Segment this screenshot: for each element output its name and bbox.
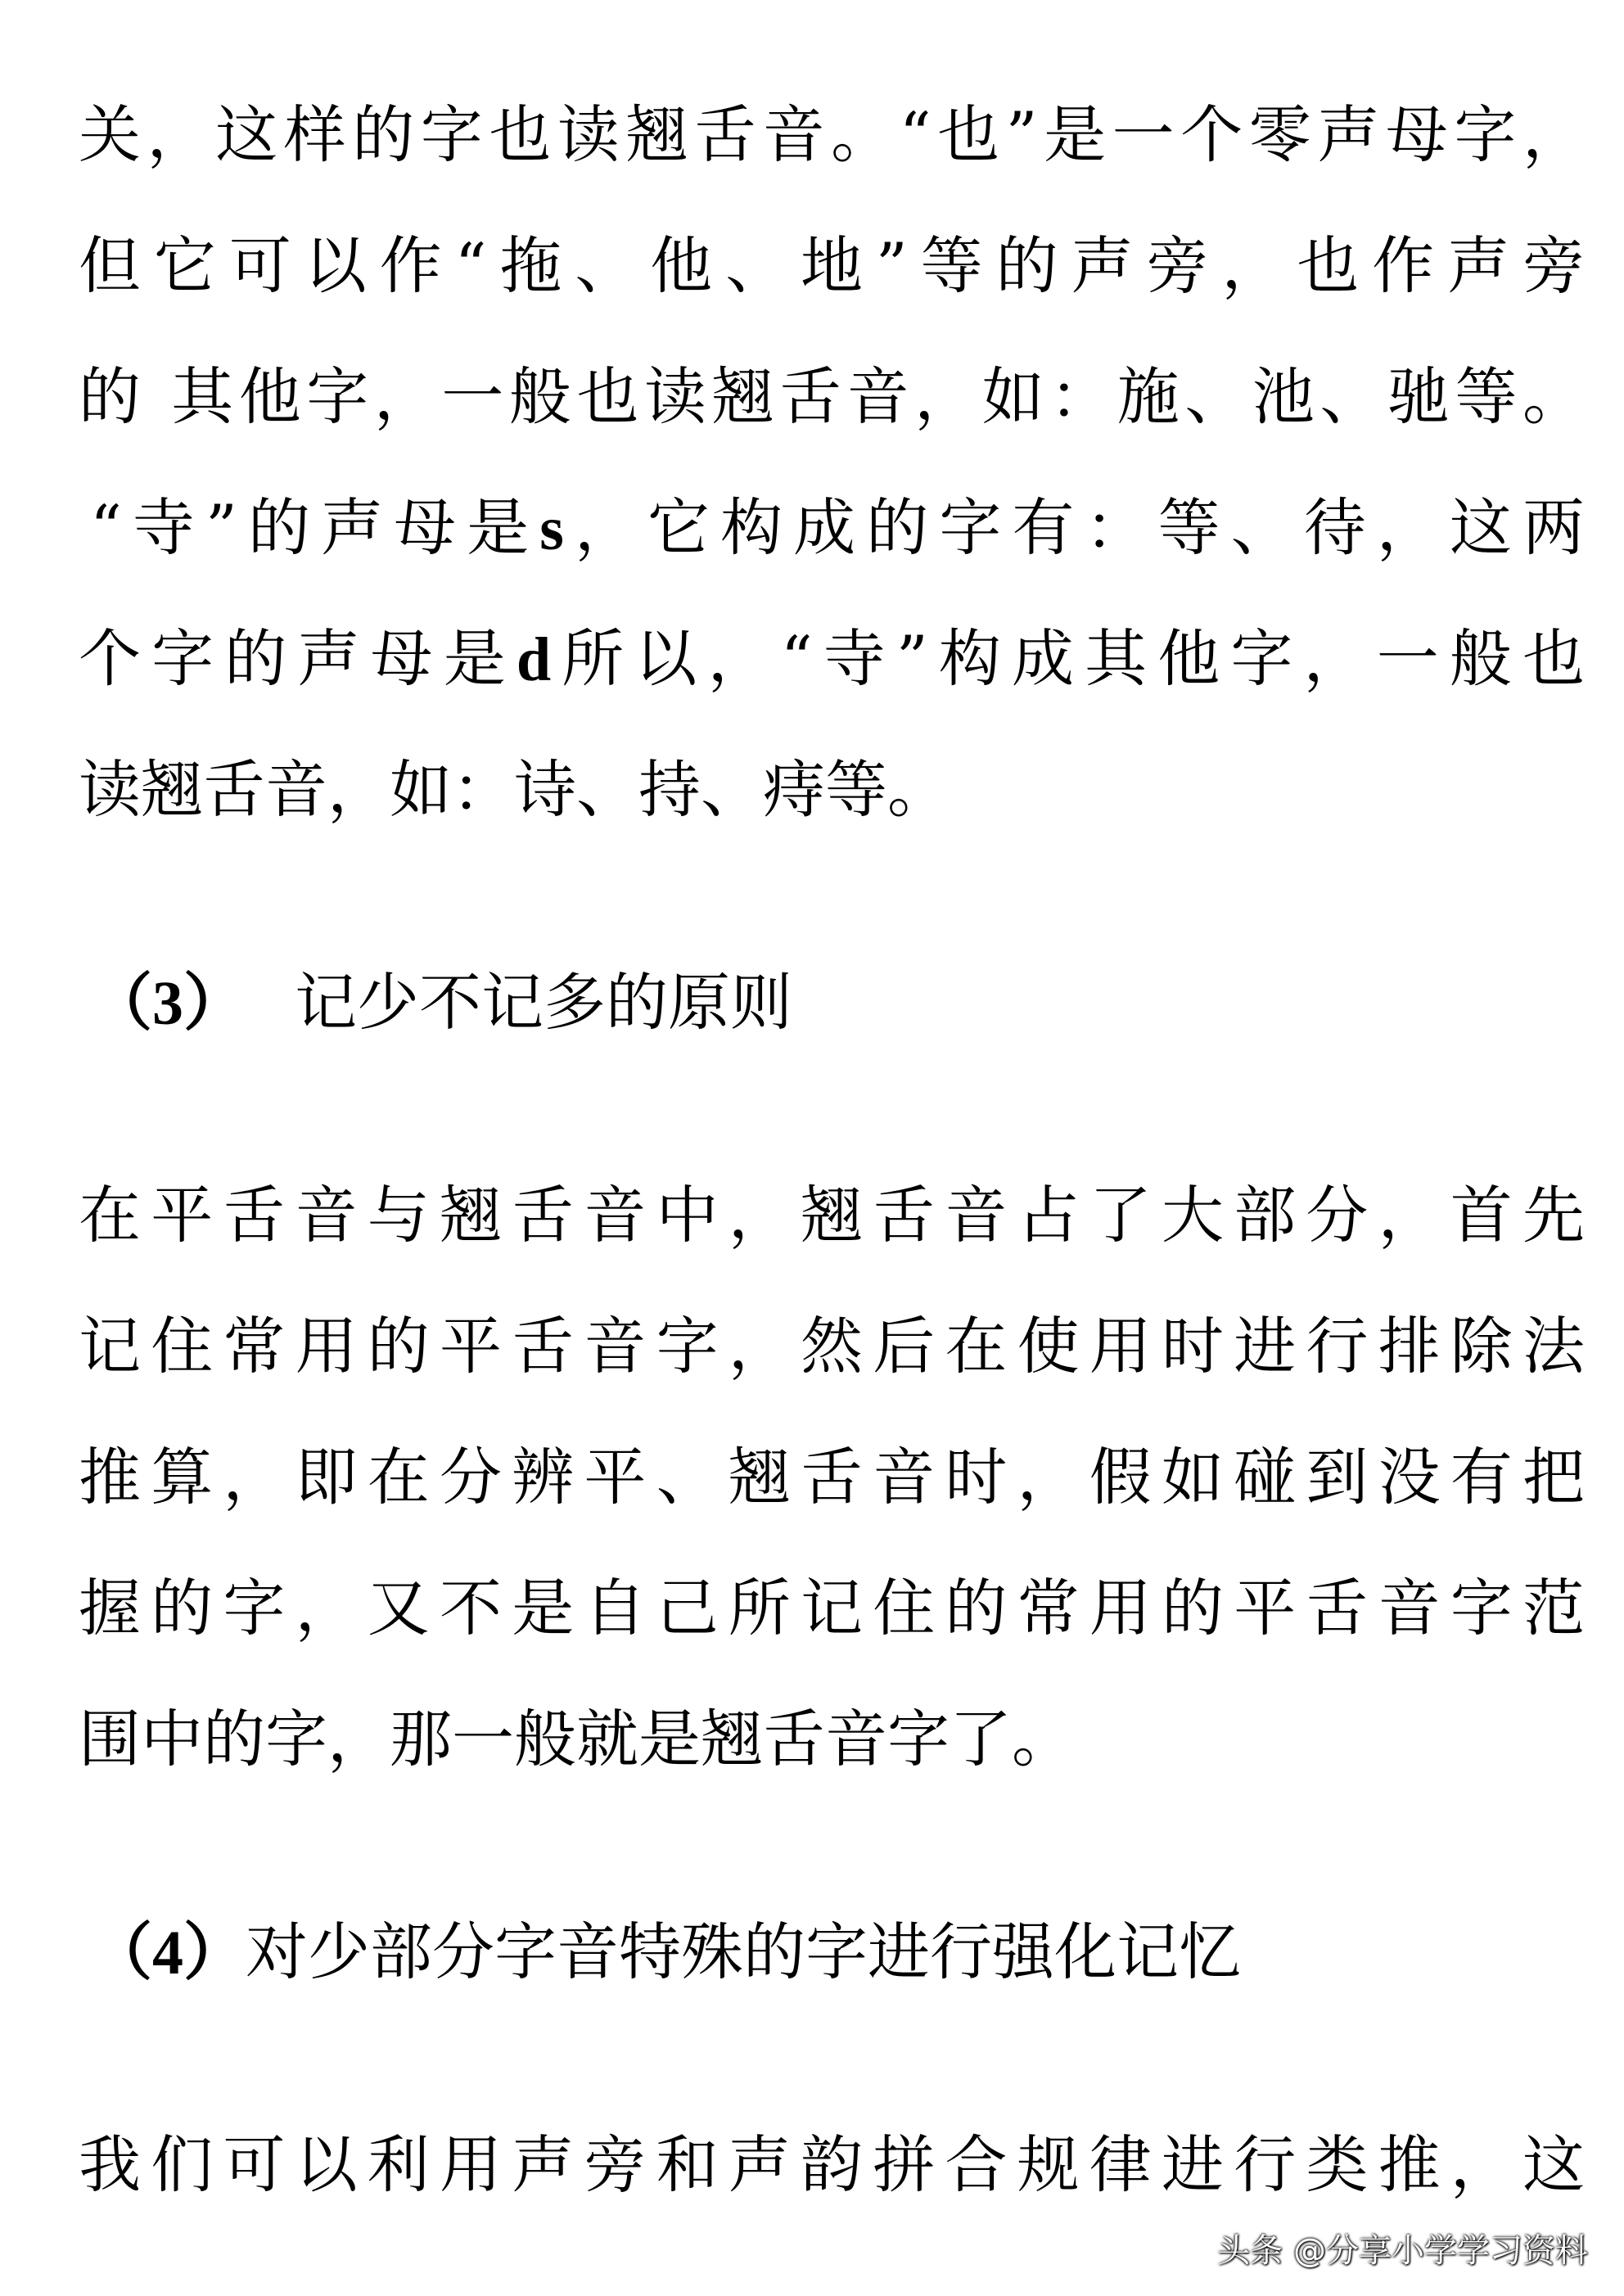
text-run: 所以，“寺”构成其他字，一般也 bbox=[551, 622, 1585, 695]
paragraph-line bbox=[79, 745, 1585, 835]
text-run: 个字的声母是 bbox=[79, 622, 517, 695]
text-run: “寺”的声母是 bbox=[90, 491, 540, 564]
heading-text: 记少不记多的原则 bbox=[295, 966, 792, 1039]
paragraph-line bbox=[90, 483, 1585, 574]
section-heading-4 bbox=[90, 1907, 1241, 1998]
text-run: 握的字，又不是自己所记住的常用的平舌音字范 bbox=[79, 1572, 1585, 1644]
text-run: 的 其他字，一般也读翘舌音，如：施、池、驰等。 bbox=[79, 360, 1585, 433]
text-run: 我们可以利用声旁和声韵拼合规律进行类推，这 bbox=[79, 2128, 1585, 2201]
heading-number: （3） bbox=[90, 969, 246, 1038]
heading-number: （4） bbox=[90, 1919, 246, 1987]
paragraph-line bbox=[79, 1432, 1585, 1522]
text-run: 记住常用的平舌音字，然后在使用时进行排除法 bbox=[79, 1310, 1585, 1383]
section-heading-3 bbox=[90, 958, 792, 1049]
text-run: 读翘舌音，如：诗、持、痔等。 bbox=[79, 753, 950, 826]
paragraph-line bbox=[79, 2120, 1585, 2210]
initial-letter: s bbox=[539, 494, 564, 563]
text-run: 关，这样的字也读翘舌音。“也”是一个零声母字， bbox=[79, 98, 1585, 171]
text-run: 围中的字，那一般就是翘舌音字了。 bbox=[79, 1703, 1074, 1775]
text-run: ，它构成的字有：等、待，这两 bbox=[563, 491, 1585, 564]
paragraph-line bbox=[79, 1301, 1585, 1392]
paragraph-line bbox=[79, 614, 1585, 705]
paragraph-line bbox=[79, 1694, 1585, 1784]
paragraph-line bbox=[79, 221, 1585, 311]
paragraph-line bbox=[79, 352, 1585, 442]
text-run: 但它可以作“拖、他、地”等的声旁，也作声旁 bbox=[79, 229, 1585, 302]
text-run: 在平舌音与翘舌音中，翘舌音占了大部分，首先 bbox=[79, 1179, 1585, 1252]
watermark: 头条 @分享小学学习资料 bbox=[1217, 2232, 1588, 2270]
initial-letter: d bbox=[516, 625, 552, 694]
text-run: 推算，即在分辨平、翘舌音时，假如碰到没有把 bbox=[79, 1441, 1585, 1513]
paragraph-line bbox=[79, 90, 1585, 180]
paragraph-line bbox=[79, 1563, 1585, 1653]
paragraph-line bbox=[79, 1171, 1585, 1261]
heading-text: 对少部分字音特殊的字进行强化记忆 bbox=[246, 1915, 1241, 1988]
